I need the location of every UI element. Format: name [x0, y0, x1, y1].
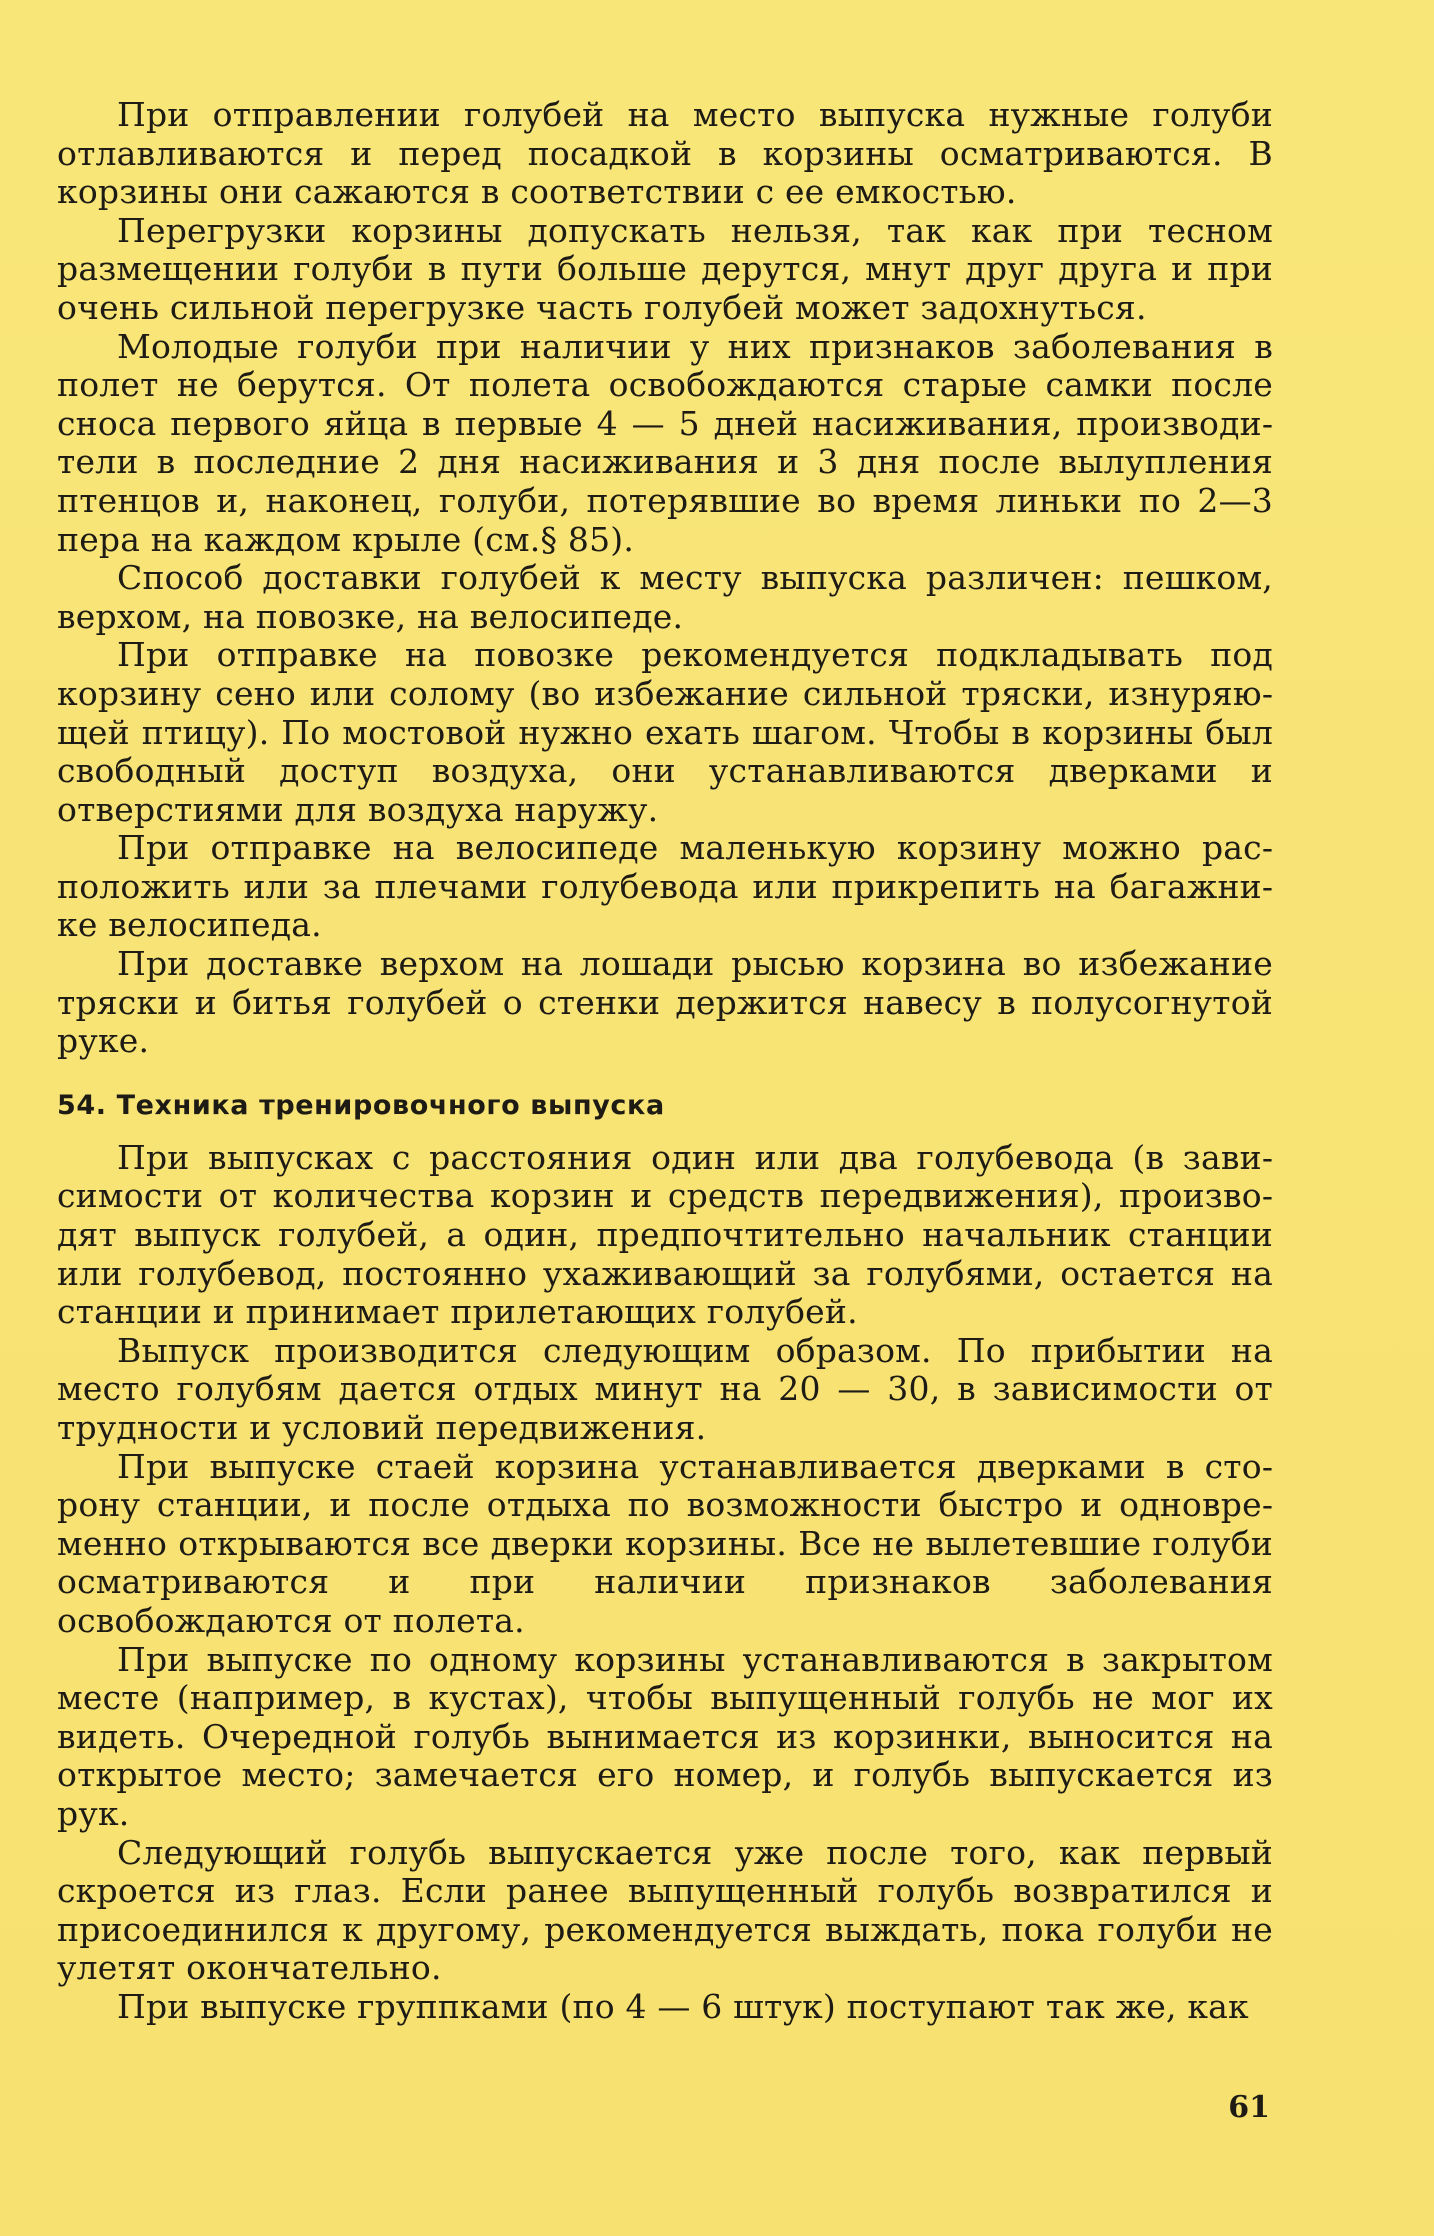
text-column: [57, 96, 1273, 2027]
paragraph: При выпуске по одному корзины устанавливаются в закрытом месте (например, в кустах), чтобы выпущенный голубь не мог их видеть. Очередной голубь вынимается из корзинки, выносится на открытое место; замечается его номер, и голубь выпускается из рук.: [57, 1639, 1273, 1833]
paragraph: Выпуск производится следующим образом. По прибытии на место голубям дается отдых минут на 20 — 30, в зависимости от трудности и условий передвижения.: [57, 1330, 1273, 1447]
paragraph: Способ доставки голубей к месту выпуска различен: пешком, верхом, на повозке, на велосипеде.: [57, 558, 1273, 636]
paragraph: При отправке на велосипеде маленькую корзину можно расположить или за плечами голубевода или прикрепить на багажнике велосипеда.: [57, 828, 1273, 945]
paragraph: При отправлении голубей на место выпуска нужные голуби отлавливаются и перед посадкой в корзины осматриваются. В корзины они сажаются в соответствии с ее емкостью.: [57, 95, 1273, 212]
paragraph: При выпуске группками (по 4 — 6 штук) поступают так же, как: [117, 1986, 1249, 2026]
paragraph: При выпуске стаей корзина устанавливается дверками в сторону станции, и после отдыха по возможности быстро и одновременно открываются все дверки корзины. Все не вылетевшие голуби осматриваются и при наличии признаков заболевания освобождаются от полета.: [57, 1446, 1273, 1640]
page-number: 61: [1228, 2090, 1270, 2125]
paragraph: Молодые голуби при наличии у них признаков заболевания в полет не берутся. От полета освобождаются старые самки после сноса первого яйца в первые 4 — 5 дней насиживания, производители в последние 2 дня насиживания и 3 дня после вылупления птенцов и, наконец, голуби, потерявшие во время линьки по 2—3 пера на каждом крыле (см.§ 85).: [57, 326, 1273, 559]
paragraph: Следующий голубь выпускается уже после того, как первый скроется из глаз. Если ранее выпущенный голубь возвратился и присоединился к другому, рекомендуется выждать, пока голуби не улетят окончательно.: [57, 1832, 1273, 1988]
paragraph: При доставке верхом на лошади рысью корзина во избежание тряски и битья голубей о стенки держится навесу в полусогнутой руке.: [57, 944, 1273, 1061]
section-heading: 54. Техника тренировочного выпуска: [57, 1089, 665, 1121]
paragraph: При отправке на повозке рекомендуется подкладывать под корзину сено или солому (во избежание сильной тряски, изнуряющей птицу). По мостовой нужно ехать шагом. Чтобы в корзины был свободный доступ воздуха, они устанавливаются дверками и отверстиями для воздуха наружу.: [57, 635, 1273, 829]
paragraph: Перегрузки корзины допускать нельзя, так как при тесном размещении голуби в пути больше дерутся, мнут друг друга и при очень сильной перегрузке часть голубей может задохнуться.: [57, 210, 1273, 327]
paragraph: При выпусках с расстояния один или два голубевода (в зависимости от количества корзин и средств передвижения), производят выпуск голубей, а один, предпочтительно начальник станции или голубевод, постоянно ухаживающий за голубями, остается на станции и принимает прилетающих голубей.: [57, 1137, 1273, 1332]
